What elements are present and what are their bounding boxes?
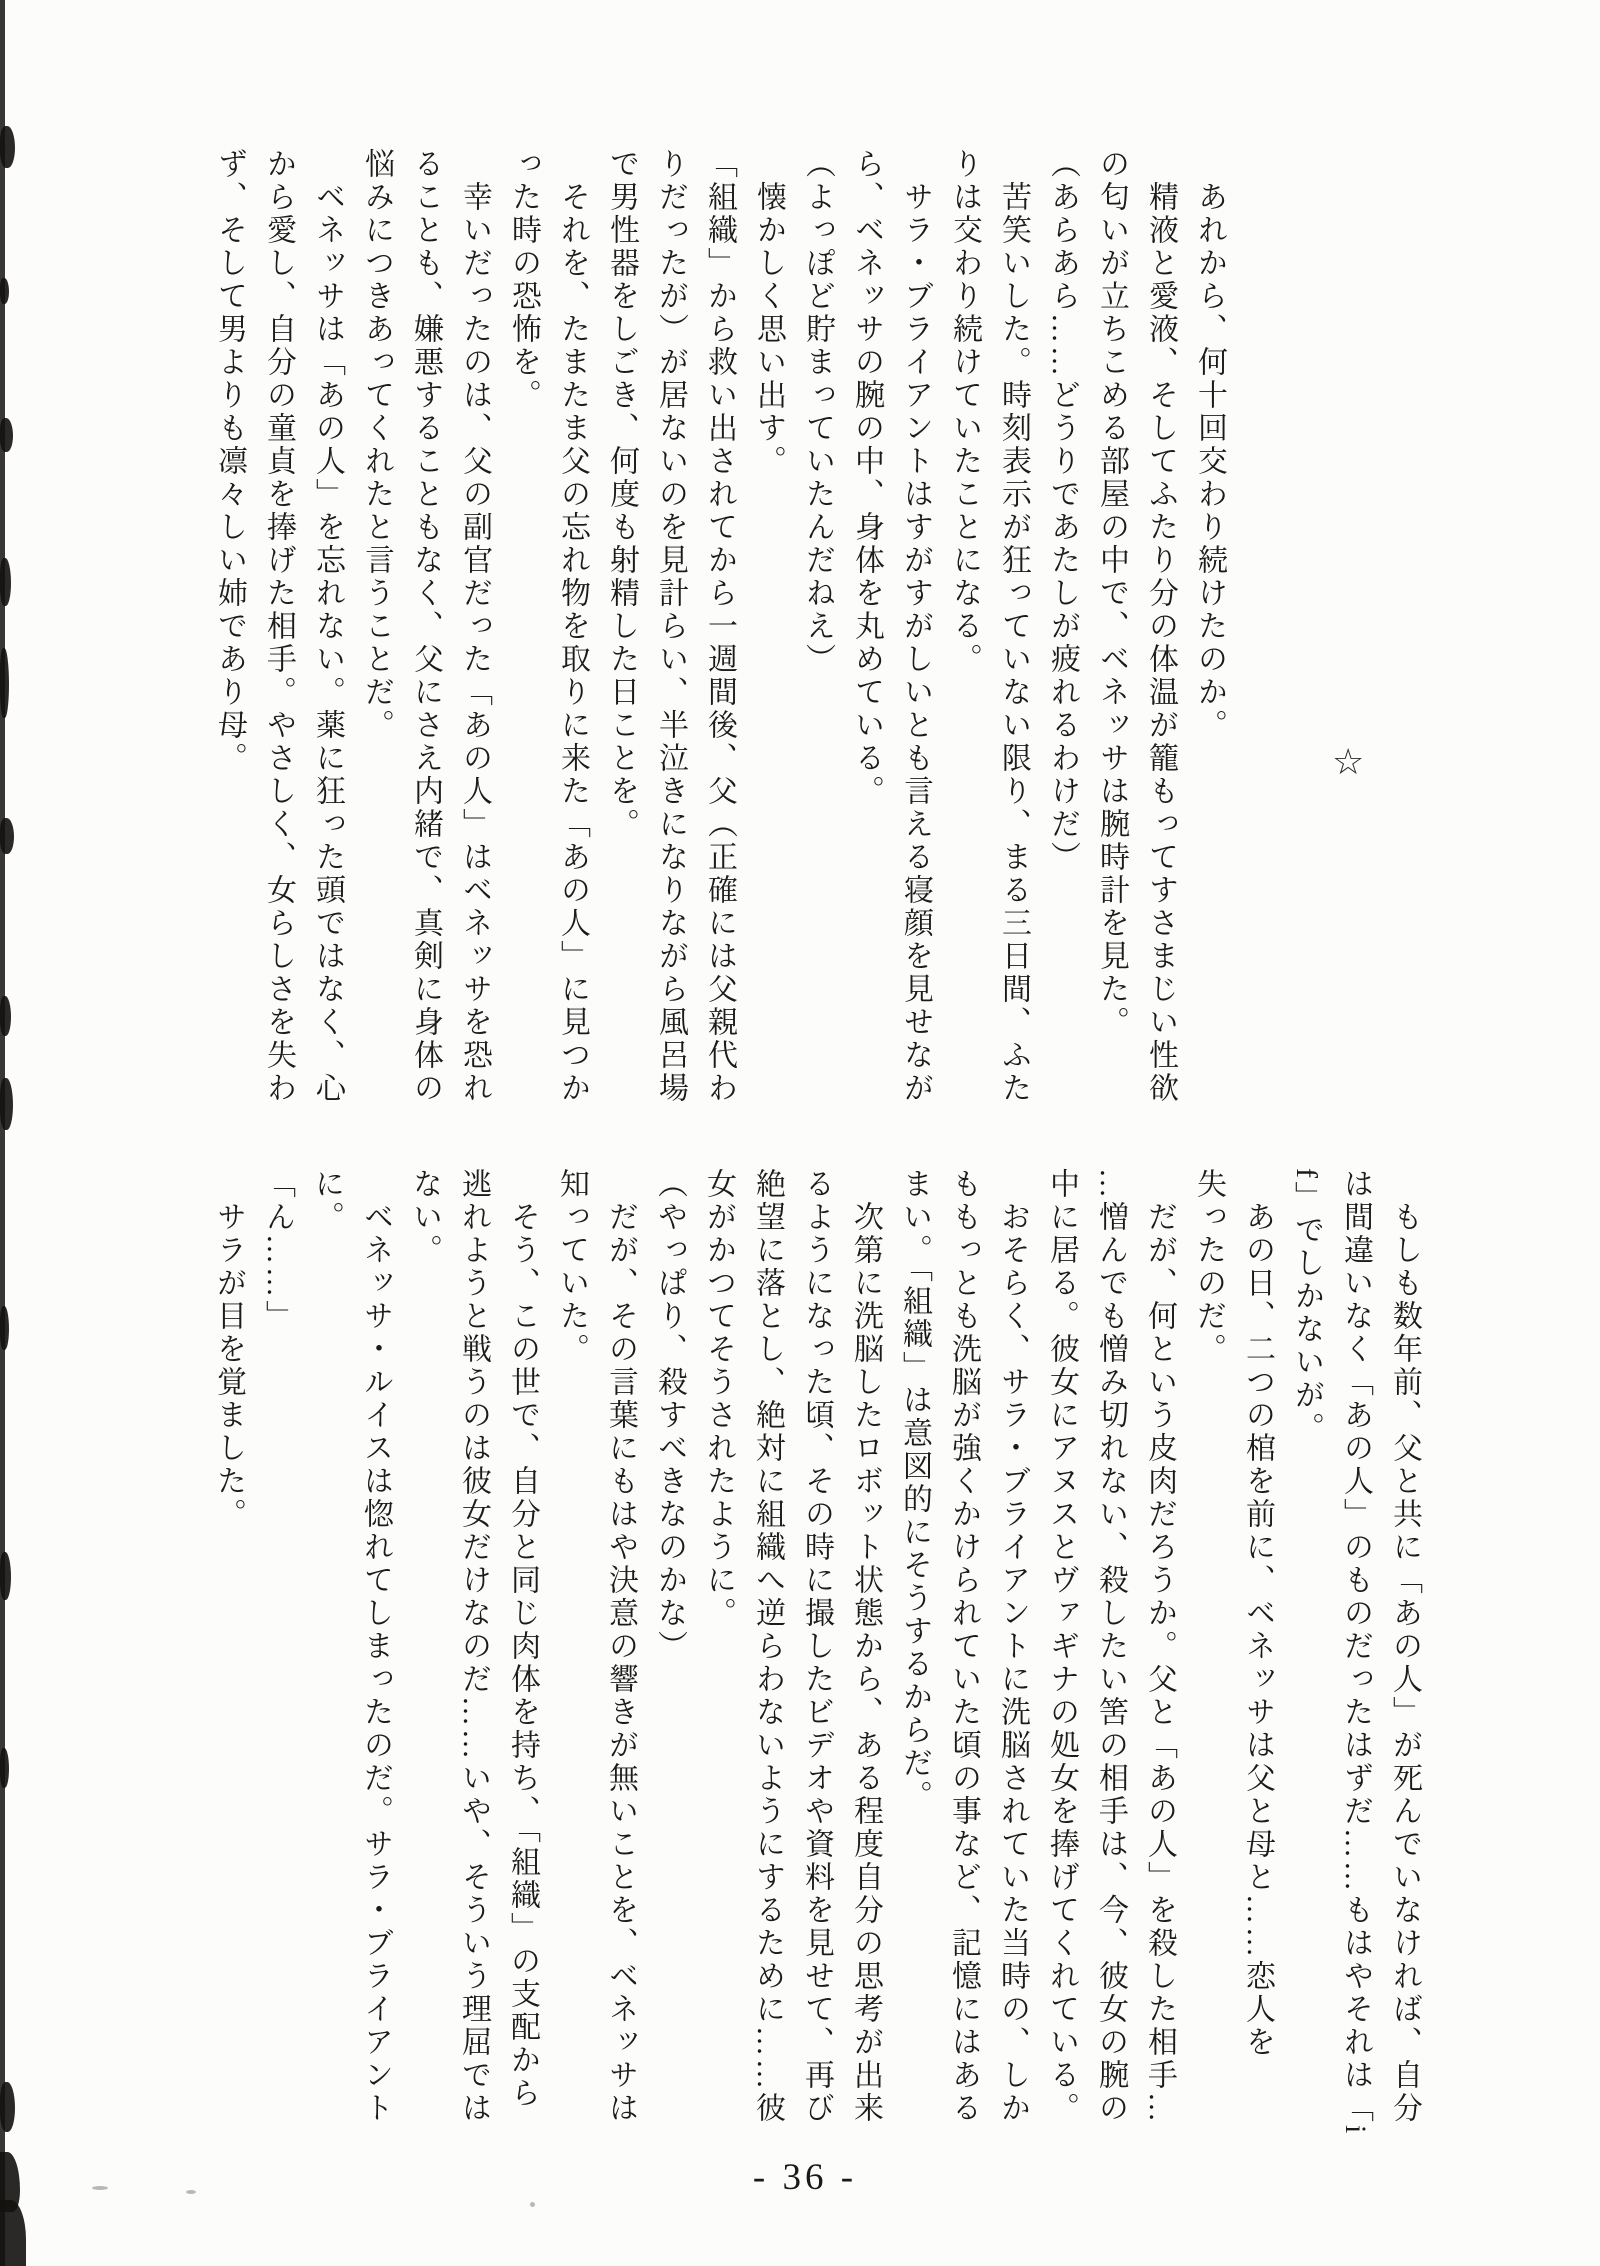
scan-blob-artifact [0,2082,15,2132]
vertical-text-line: の匂いが立ちこめる部屋の中で、ベネッサは腕時計を見た。 [1095,148,1128,1039]
bottom-text-block [204,1168,1429,2158]
vertical-text-line: まい。「組織」は意図的にそうするからだ。 [898,1168,931,1813]
scan-blob-artifact [0,996,11,1036]
vertical-text-line: で男性器をしごき、何度も射精した日ことを。 [605,148,638,841]
vertical-text-line: （あらあら……どうりであたしが疲れるわけだ） [1046,148,1079,874]
page-number: - 36 - [752,2157,858,2198]
vertical-text-line: （よっぽど貯まっていたんだねえ） [801,148,834,676]
scan-speck-artifact [530,2202,535,2207]
scan-blob-artifact [0,1306,9,1350]
vertical-text-line: 精液と愛液、そしてふたり分の体温が籠もってすさまじい性欲 [1144,148,1177,1105]
scan-blob-artifact [0,418,13,452]
vertical-text-line: そう、この世で、自分と同じ肉体を持ち、「組織」の支配から [506,1168,539,2110]
vertical-text-line: 絶望に落とし、絶対に組織へ逆らわないようにするために……彼 [751,1168,784,2125]
scan-edge-artifact [0,0,5,2266]
vertical-text-line: ず、そして男よりも凛々しい姉であり母。 [213,148,246,775]
vertical-text-line: ももっとも洗脳が強くかけられていた頃の事など、記憶にはある [947,1168,980,2125]
scan-speck-artifact [92,2186,108,2190]
top-text-block [205,148,1234,1133]
scan-speck-artifact [186,2190,196,2194]
vertical-text-line: あの日、二つの棺を前に、ベネッサは父と母と……恋人を [1241,1168,1274,2059]
vertical-text-line: ベネッサは「あの人」を忘れない。薬に狂った頭ではなく、心 [311,148,344,1105]
vertical-text-line: 中に居る。彼女にアヌスとヴァギナの処女を捧げてくれている。 [1045,1168,1078,2125]
vertical-text-line: 悩みにつきあってくれたと言うことだ。 [360,148,393,742]
scan-blob-artifact [0,818,14,854]
vertical-text-line: から愛し、自分の童貞を捧げた相手。やさしく、女らしさを失わ [262,148,295,1105]
vertical-text-line: だが、その言葉にもはや決意の響きが無いことを、ベネッサは [604,1168,637,2125]
vertical-text-line: それを、たまたま父の忘れ物を取りに来た「あの人」に見つか [556,148,589,1105]
vertical-text-line: りだったが）が居ないのを見計らい、半泣きになりながら風呂場 [654,148,687,1105]
vertical-text-line: ベネッサ・ルイスは惚れてしまったのだ。サラ・ブライアント [359,1168,392,2125]
vertical-text-line: 「ん……」 [261,1168,294,1333]
vertical-text-line: 幸いだったのは、父の副官だった「あの人」はベネッサを恐れ [458,148,491,1105]
scan-blob-artifact [0,278,9,304]
vertical-text-line: りは交わり続けていたことになる。 [948,148,981,676]
vertical-text-line: るようになった頃、その時に撮したビデオや資料を見せて、再び [800,1168,833,2125]
scan-blob-artifact [0,648,9,718]
vertical-text-line: 苦笑いした。時刻表示が狂っていない限り、まる三日間、ふた [997,148,1030,1105]
vertical-text-line: 次第に洗脳したロボット状態から、ある程度自分の思考が出来 [849,1168,882,2125]
vertical-text-line: は間違いなく「あの人」のものだったはずだ……もはやそれは「i [1339,1168,1372,2137]
vertical-text-line: 「組織」から救い出されてから一週間後、父（正確には父親代わ [703,148,736,1105]
scan-blob-artifact [0,126,15,168]
section-divider-star-icon: ☆ [1332,742,1365,782]
vertical-text-line: サラが目を覚ました。 [212,1168,245,1531]
vertical-text-line: （やっぱり、殺すべきなのかな） [653,1168,686,1663]
vertical-text-line: もしも数年前、父と共に「あの人」が死んでいなければ、自分 [1388,1168,1421,2125]
vertical-text-line: 知っていた。 [555,1168,588,1366]
vertical-text-line: おそらく、サラ・ブライアントに洗脳されていた当時の、しか [996,1168,1029,2125]
vertical-text-line: ることも、嫌悪することもなく、父にさえ内緒で、真剣に身体の [409,148,442,1105]
scan-blob-artifact [0,1078,13,1130]
scan-blob-artifact [0,1552,11,1600]
vertical-text-line: だが、何という皮肉だろうか。父と「あの人」を殺した相手… [1143,1168,1176,2125]
vertical-text-line: 懐かしく思い出す。 [752,148,785,478]
scan-blob-artifact [0,558,11,606]
vertical-text-line: 失ったのだ。 [1192,1168,1225,1366]
vertical-text-line: …憎んでも憎み切れない、殺したい筈の相手は、今、彼女の腕の [1094,1168,1127,2125]
vertical-text-line: 逃れようと戦うのは彼女だけなのだ……いや、そういう理屈では [457,1168,490,2125]
vertical-text-line: 女がかつてそうされたように。 [702,1168,735,1630]
scan-blob-artifact [0,2200,26,2266]
vertical-text-line: に。 [310,1168,343,1234]
vertical-text-line: ら、ベネッサの腕の中、身体を丸めている。 [850,148,883,808]
vertical-text-line: サラ・ブライアントはすがすがしいとも言える寝顔を見せなが [899,148,932,1105]
vertical-text-line: f」でしかないが。 [1290,1168,1323,1445]
vertical-text-line: あれから、何十回交わり続けたのか。 [1193,148,1226,742]
vertical-text-line: った時の恐怖を。 [507,148,540,412]
vertical-text-line: ない。 [408,1168,441,1267]
scan-blob-artifact [0,1748,9,1788]
